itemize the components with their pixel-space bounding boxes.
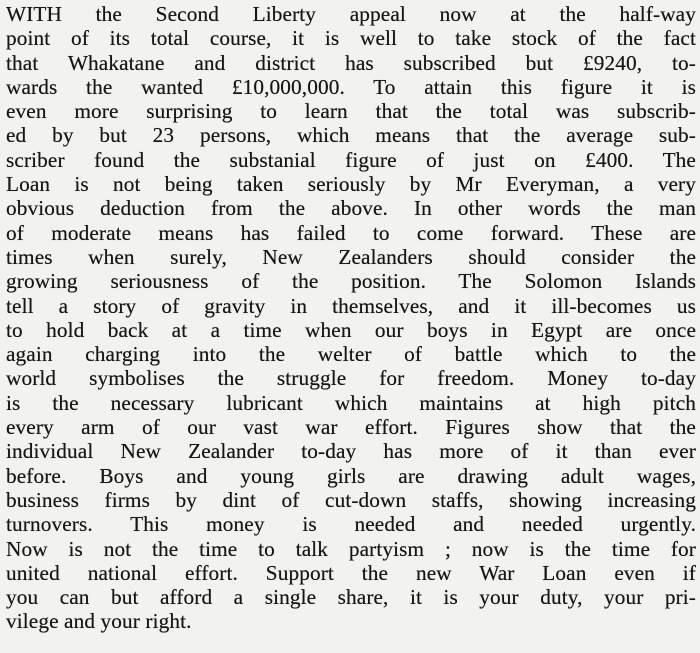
article-line: Loan is not being taken seriously by Mr Everyman, a very [6,172,696,197]
article-line: business firms by dint of cut-down staffs, showing increasing [6,487,696,512]
article-line: every arm of our vast war effort. Figures show that the [6,415,696,440]
article-line: wards the wanted £10,000,000. To attain this figure it is [6,74,696,99]
article-line: Now is not the time to talk partyism ; now is the time for [6,536,696,561]
article-line: united national effort. Support the new War Loan even if [6,560,696,585]
article-line: you can but afford a single share, it is your duty, your pri- [6,585,696,610]
article-line: ed by but 23 persons, which means that the average sub- [6,123,696,148]
article-line: is the necessary lubricant which maintains at high pitch [6,390,696,415]
article-line: that Whakatane and district has subscribed but £9240, to- [6,50,696,75]
article-line: obvious deduction from the above. In other words the man [6,196,696,221]
article-line: turnovers. This money is needed and needed urgently. [6,512,696,537]
article-line: WITH the Second Liberty appeal now at the half-way [6,2,696,26]
article-line: times when surely, New Zealanders should consider the [6,244,696,269]
article-line: to hold back at a time when our boys in Egypt are once [6,317,696,342]
article-line: tell a story of gravity in themselves, and it ill-becomes us [6,293,696,318]
article-line: vilege and your right. [6,609,192,634]
article-line: scriber found the substanial figure of just on £400. The [6,147,696,172]
article-line: point of its total course, it is well to take stock of the fact [6,26,696,51]
article-line: even more surprising to learn that the total was subscrib- [6,99,696,124]
article-line: world symbolises the struggle for freedom. Money to-day [6,366,696,391]
article-line: individual New Zealander to-day has more of it than ever [6,439,696,464]
newspaper-article [6,2,696,634]
article-line: before. Boys and young girls are drawing adult wages, [6,463,696,488]
article-line: of moderate means has failed to come forward. These are [6,220,696,245]
article-line: growing seriousness of the position. The Solomon Islands [6,269,696,294]
article-line: again charging into the welter of battle which to the [6,342,696,367]
